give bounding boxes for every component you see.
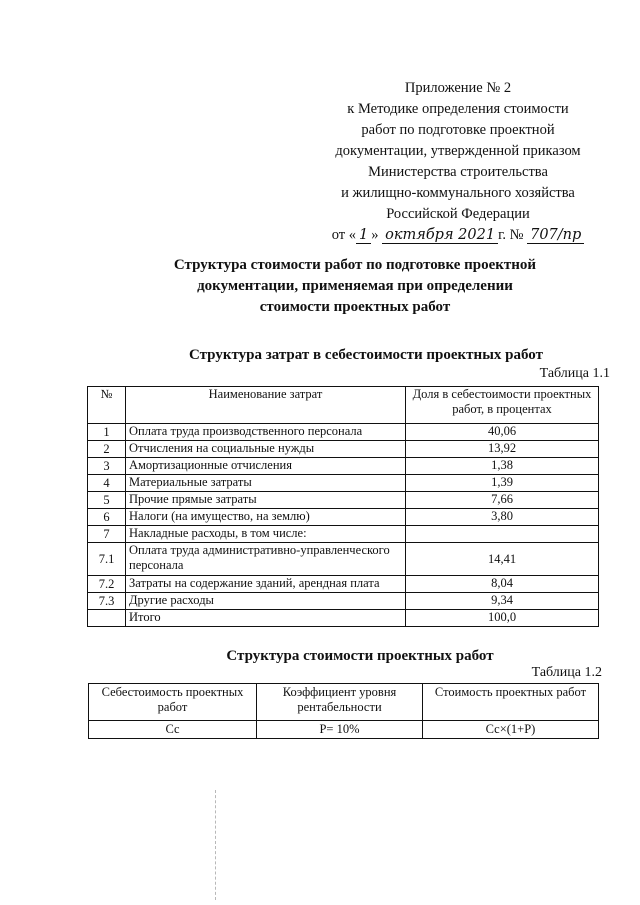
- document-title: [160, 255, 550, 318]
- cell-profitability: Р= 10%: [257, 721, 423, 739]
- order-date-line: [318, 225, 598, 246]
- header-number: №: [88, 387, 126, 424]
- scan-artifact-line: [215, 790, 217, 900]
- table-row: [88, 424, 599, 441]
- table-row: [88, 441, 599, 458]
- table-header-row: [88, 387, 599, 424]
- header-prime-cost: Себестоимость проектных работ: [89, 684, 257, 721]
- row-name: Амортизационные отчисления: [126, 458, 406, 475]
- appendix-line: Министерства строительства: [368, 164, 548, 180]
- table-total-row: [88, 610, 599, 627]
- row-name: Другие расходы: [126, 593, 406, 610]
- table2-heading: Структура стоимости проектных работ: [226, 648, 494, 664]
- table-header-row: [89, 684, 599, 721]
- row-value: 9,34: [406, 593, 599, 610]
- row-number: 2: [88, 441, 126, 458]
- row-number: 4: [88, 475, 126, 492]
- row-value: 7,66: [406, 492, 599, 509]
- row-name: Прочие прямые затраты: [126, 492, 406, 509]
- row-name: Отчисления на социальные нужды: [126, 441, 406, 458]
- row-number: 7: [88, 526, 126, 543]
- row-number: 5: [88, 492, 126, 509]
- row-value: 13,92: [406, 441, 599, 458]
- row-name: Затраты на содержание зданий, арендная плата: [126, 576, 406, 593]
- row-value: 8,04: [406, 576, 599, 593]
- title-line: стоимости проектных работ: [259, 299, 451, 315]
- row-number: 6: [88, 509, 126, 526]
- appendix-line: к Методике определения стоимости: [347, 101, 569, 117]
- row-value: 1,39: [406, 475, 599, 492]
- row-name: Оплата труда производственного персонала: [126, 424, 406, 441]
- row-number: 7.2: [88, 576, 126, 593]
- table-row: [88, 543, 599, 576]
- row-number: 7.3: [88, 593, 126, 610]
- year-suffix: г.: [498, 227, 507, 243]
- row-value: [406, 526, 599, 543]
- appendix-line: работ по подготовке проектной: [361, 122, 555, 138]
- appendix-line: документации, утвержденной приказом: [335, 143, 581, 159]
- table-row: [88, 458, 599, 475]
- appendix-header: [318, 78, 598, 246]
- header-profitability: Коэффициент уровня рентабельности: [257, 684, 423, 721]
- table-row: [88, 593, 599, 610]
- row-name: Итого: [126, 610, 406, 627]
- number-prefix: №: [509, 227, 524, 243]
- row-number: [88, 610, 126, 627]
- header-cost-name: Наименование затрат: [126, 387, 406, 424]
- cost-structure-table: [87, 386, 599, 627]
- appendix-line: Российской Федерации: [386, 206, 530, 222]
- appendix-line: Приложение № 2: [404, 80, 512, 96]
- title-line: Структура стоимости работ по подготовке проектной: [173, 257, 537, 273]
- handwritten-month-year: октября 2021: [382, 227, 498, 244]
- table-row: [88, 576, 599, 593]
- row-value: 100,0: [406, 610, 599, 627]
- row-value: 40,06: [406, 424, 599, 441]
- handwritten-order-number: 707/пр: [527, 227, 584, 244]
- table1-label: Таблица 1.1: [539, 366, 610, 381]
- handwritten-day: 1: [356, 227, 371, 244]
- table-row: [88, 509, 599, 526]
- table-row: [89, 721, 599, 739]
- table1-heading: Структура затрат в себестоимости проектных работ: [189, 347, 543, 363]
- row-name: Налоги (на имущество, на землю): [126, 509, 406, 526]
- row-value: 3,80: [406, 509, 599, 526]
- row-name: Накладные расходы, в том числе:: [126, 526, 406, 543]
- row-value: 1,38: [406, 458, 599, 475]
- date-mid: »: [371, 227, 379, 243]
- cell-project-cost: Сс×(1+Р): [423, 721, 599, 739]
- cell-prime-cost: Сс: [89, 721, 257, 739]
- header-project-cost: Стоимость проектных работ: [423, 684, 599, 721]
- row-number: 7.1: [88, 543, 126, 576]
- table-row: [88, 475, 599, 492]
- row-name: Материальные затраты: [126, 475, 406, 492]
- row-name: Оплата труда административно-управленческого персонала: [126, 543, 406, 576]
- date-prefix: от «: [331, 227, 356, 243]
- appendix-line: и жилищно-коммунального хозяйства: [341, 185, 575, 201]
- row-number: 1: [88, 424, 126, 441]
- title-line: документации, применяемая при определении: [197, 278, 513, 294]
- header-share: Доля в себестоимости проектных работ, в процентах: [406, 387, 599, 424]
- table-row: [88, 492, 599, 509]
- project-cost-table: [88, 683, 599, 739]
- row-number: 3: [88, 458, 126, 475]
- table2-label: Таблица 1.2: [531, 665, 602, 680]
- row-value: 14,41: [406, 543, 599, 576]
- table-row: [88, 526, 599, 543]
